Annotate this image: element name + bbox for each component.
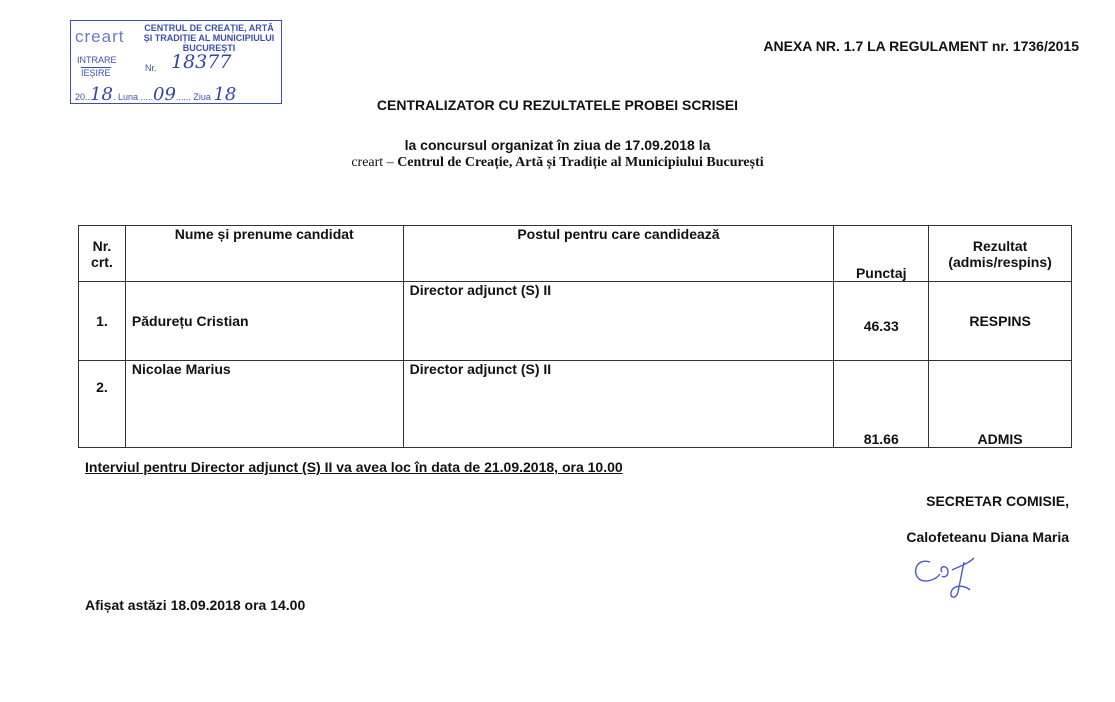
stamp-luna-value: 09 xyxy=(153,84,176,105)
results-table xyxy=(78,225,1072,448)
institution-prefix: creart – xyxy=(351,155,398,170)
table-row xyxy=(79,361,1072,448)
header-rezultat-line1: Rezultat xyxy=(972,237,1028,254)
registration-stamp xyxy=(70,20,282,104)
cell-nume: Pădurețu Cristian xyxy=(125,282,403,361)
cell-post: Director adjunct (S) II xyxy=(403,361,834,448)
stamp-nr-label: Nr. xyxy=(145,63,157,73)
header-punctaj: Punctaj xyxy=(834,226,929,282)
header-post: Postul pentru care candidează xyxy=(403,226,834,282)
stamp-iesire: IEȘIRE xyxy=(81,68,111,78)
header-rezultat-line2: (admis/respins) xyxy=(948,253,1052,270)
signature-image xyxy=(908,548,988,602)
stamp-institution: CENTRUL DE CREAȚIE, ARTĂ ȘI TRADIȚIE AL MUNICIPIULUI BUCUREȘTI xyxy=(143,23,275,53)
cell-rezultat: RESPINS xyxy=(929,282,1072,361)
header-rezultat xyxy=(929,226,1072,282)
stamp-intrare: INTRARE xyxy=(77,55,117,65)
cell-punctaj: 81.66 xyxy=(834,361,929,448)
header-nume: Nume și prenume candidat xyxy=(125,226,403,282)
secretary-title: SECRETAR COMISIE, xyxy=(926,493,1069,509)
stamp-nr-value: 18377 xyxy=(171,51,232,73)
cell-nr: 1. xyxy=(79,282,126,361)
document-subtitle: la concursul organizat în ziua de 17.09.2018 la xyxy=(404,137,711,153)
table-row xyxy=(79,282,1072,361)
stamp-ziua-value: 18 xyxy=(213,84,237,105)
stamp-year-prefix: 20 xyxy=(75,92,86,102)
header-nr: Nr. crt. xyxy=(79,226,126,282)
cell-post: Director adjunct (S) II xyxy=(403,282,834,361)
institution-name: Centrul de Creație, Artă și Tradiție al Municipiului București xyxy=(397,155,764,170)
stamp-date-row: 20..18. Luna .....09...... Ziua 18 xyxy=(75,84,237,105)
secretary-name: Calofeteanu Diana Maria xyxy=(906,529,1069,545)
annex-reference: ANEXA NR. 1.7 LA REGULAMENT nr. 1736/2015 xyxy=(763,38,1079,54)
posted-date: Afișat astăzi 18.09.2018 ora 14.00 xyxy=(85,597,306,613)
cell-rezultat: ADMIS xyxy=(929,361,1072,448)
table-header-row xyxy=(79,226,1072,282)
document-institution-line xyxy=(0,155,1115,171)
stamp-luna-label: Luna xyxy=(117,92,138,102)
document-title: CENTRALIZATOR CU REZULTATELE PROBEI SCRISEI xyxy=(376,97,739,113)
cell-nr: 2. xyxy=(79,361,126,448)
cell-nume: Nicolae Marius xyxy=(125,361,403,448)
cell-punctaj: 46.33 xyxy=(834,282,929,361)
stamp-ziua-label: Ziua xyxy=(193,92,211,102)
stamp-logo: creart xyxy=(75,27,125,46)
stamp-year-value: 18 xyxy=(90,84,113,105)
interview-notice: Interviul pentru Director adjunct (S) II va avea loc în data de 21.09.2018, ora 10.00 xyxy=(85,459,623,475)
